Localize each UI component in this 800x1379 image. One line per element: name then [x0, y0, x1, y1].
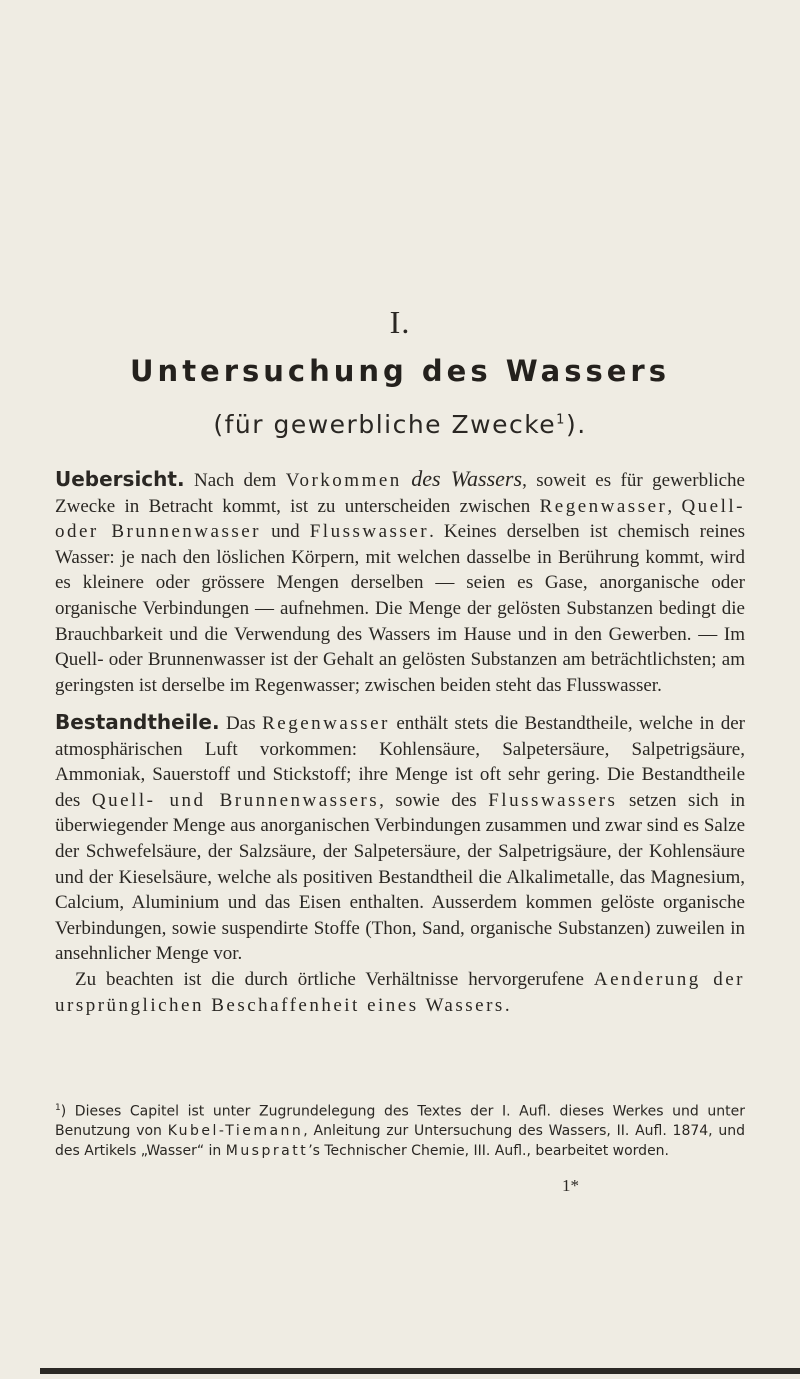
spaced-author: Muspratt — [225, 1142, 309, 1159]
text-run: setzen sich in überwiegender Menge aus anorganischen Verbindungen zusammen und zwar sind es Salze der Schwefelsäure, der Salzsäure, der Salpetersäure, der Salpetrigsäure, der Kohlensäure und der Kieselsäure, welche als positiven Bestandtheil die Alkalimetalle, das Magnesium, Calcium, Aluminium und das Eisen enthalten. Ausserdem kommen gelöste organische Verbindungen, sowie suspendirte Stoffe (Thon, Sand, organische Substanzen) zuweilen in ansehnlicher Menge vor. — [55, 789, 746, 965]
italic-term: des Wassers — [411, 466, 523, 491]
section-bestandtheile — [55, 710, 745, 1018]
text-run: Zu beachten ist die durch örtliche Verhältnisse hervorgerufene — [75, 968, 594, 990]
chapter-title: Untersuchung des Wassers — [130, 354, 670, 388]
text-run: ’s Technischer Chemie, III. Aufl., bearbeitet worden. — [308, 1142, 670, 1159]
text-run: Nach dem — [184, 470, 286, 491]
paragraph-bestandtheile — [55, 710, 745, 967]
text-run: . — [504, 994, 510, 1016]
chapter-subtitle — [0, 410, 800, 439]
spaced-term: Vorkommen — [285, 470, 402, 491]
footnote — [55, 1099, 745, 1161]
spaced-term: Quell- und Brunnenwassers — [91, 789, 380, 811]
text-run: , Anleitung zur Untersuchung des Wassers, II. Aufl. 1874, und des Artikels „Wasser“ in — [55, 1123, 746, 1159]
spaced-term: Flusswassers — [488, 789, 618, 811]
page-edge-shadow — [40, 1368, 800, 1374]
text-run: Das — [219, 713, 263, 734]
text-run: , — [667, 495, 682, 517]
subtitle-close: ). — [565, 410, 587, 439]
text-run: , sowie des — [379, 789, 489, 811]
subtitle-text: (für gewerbliche Zwecke — [213, 410, 557, 439]
paragraph-aenderung — [55, 967, 745, 1018]
section-heading-uebersicht: Uebersicht. — [55, 467, 185, 491]
spaced-term: Aenderung der ursprünglichen Beschaffenheit eines Wassers — [55, 968, 745, 1016]
spaced-term: Quell- oder Brunnenwasser — [55, 495, 745, 543]
paragraph-uebersicht — [55, 466, 745, 698]
spaced-term: Regenwasser — [539, 495, 668, 517]
spaced-term: Flusswasser — [309, 521, 430, 543]
spaced-author: Kubel-Tiemann — [167, 1123, 304, 1140]
section-heading-bestandtheile: Bestandtheile. — [55, 710, 220, 734]
footnote-marker: 1 — [55, 1103, 61, 1113]
text-run: ) Dieses Capitel ist unter Zugrundelegung des Textes der I. Aufl. dieses Werkes und unter Benutzung von — [55, 1103, 745, 1140]
text-run: . Keines derselben ist chemisch reines Wasser: je nach den löslichen Körpern, mit welchen dasselbe in Berührung kommt, wird es kleinere oder grössere Mengen derselben — seien es Gase, anorganische oder organische Verbindungen — aufnehmen. Die Menge der gelösten Substanzen bedingt die Brauchbarkeit und die Verwendung des Wassers im Hause und in den Gewerben. — Im Quell- oder Brunnenwasser ist der Gehalt an gelösten Substanzen am beträchtlichsten; am geringsten ist derselbe im Regenwasser; zwischen beiden steht das Flusswasser. — [55, 521, 745, 696]
spaced-term: Regenwasser — [262, 713, 390, 734]
text-run: enthält stets die Bestandtheile, welche in der atmosphärischen Luft vorkommen: Kohlensäure, Salpetersäure, Salpetrigsäure, Ammoniak, Sauerstoff und Stickstoff; ihre Menge ist oft sehr gering. Die Bestandtheile des — [55, 713, 745, 811]
signature-mark: 1* — [562, 1176, 579, 1195]
footnote-reference: 1 — [556, 412, 566, 428]
section-uebersicht — [55, 466, 745, 698]
text-run — [402, 470, 411, 491]
chapter-number: I. — [389, 304, 411, 340]
text-run: , soweit es für gewerbliche Zwecke in Betracht kommt, ist zu unterscheiden zwischen — [55, 470, 745, 517]
text-run: und — [261, 521, 310, 543]
